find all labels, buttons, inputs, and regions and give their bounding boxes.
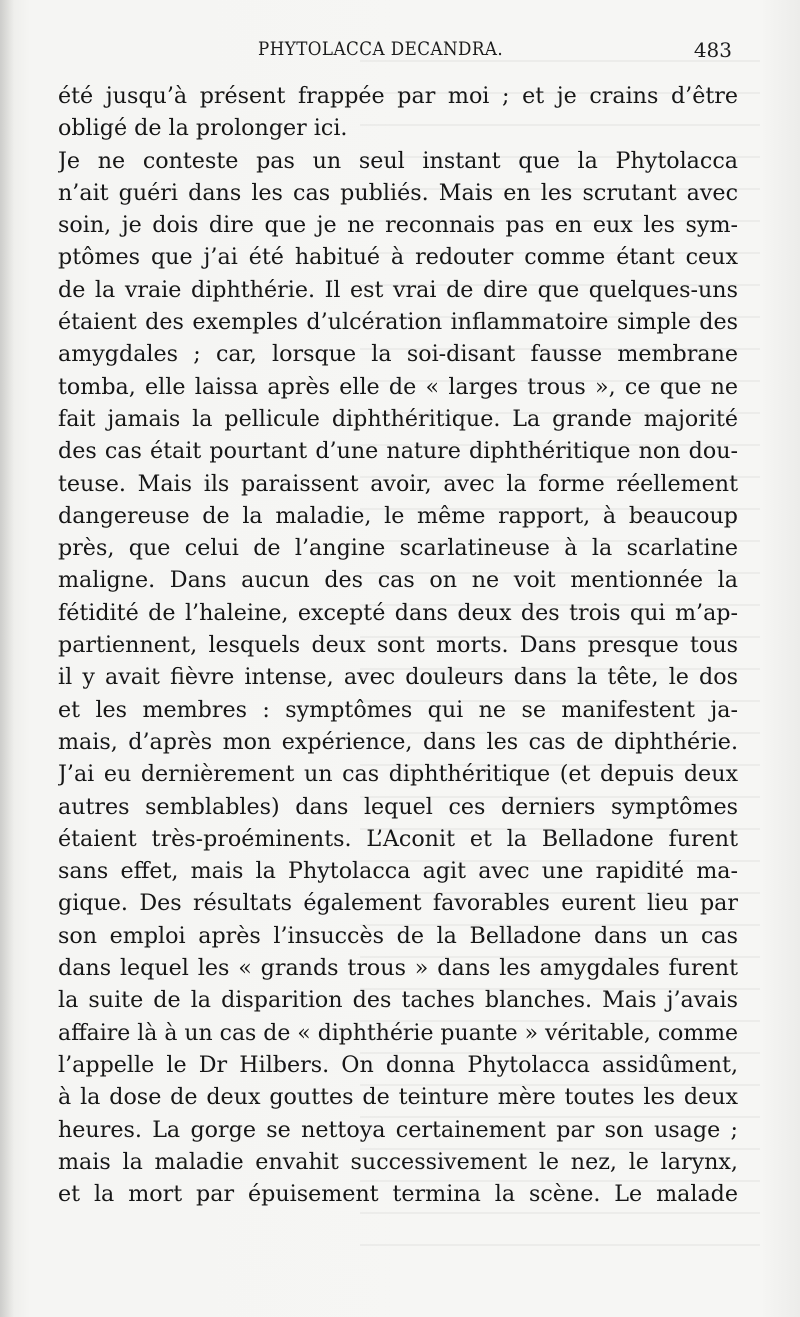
text-line: l’appelle le Dr Hilbers. On donna Phytolacca assidûment,	[58, 1051, 738, 1078]
text-line: fait jamais la pellicule diphthéritique. La grande majorité	[58, 405, 738, 432]
text-line: tomba, elle laissa après elle de « larges trous », ce que ne	[58, 373, 738, 400]
text-line: et la mort par épuisement termina la scène. Le malade	[58, 1181, 738, 1208]
text-line: des cas était pourtant d’une nature diphthéritique non dou-	[58, 438, 738, 465]
text-line: J’ai eu dernièrement un cas diphthéritique (et depuis deux	[58, 761, 738, 788]
text-line: de la vraie diphthérie. Il est vrai de dire que quelques-uns	[58, 276, 738, 303]
text-line: la suite de la disparition des taches blanches. Mais j’avais	[58, 987, 738, 1014]
text-line: heures. La gorge se nettoya certainement par son usage ;	[58, 1116, 738, 1143]
text-line: ptômes que j’ai été habitué à redouter comme étant ceux	[58, 244, 738, 271]
body-text	[58, 80, 738, 1210]
text-line: maligne. Dans aucun des cas on ne voit mentionnée la	[58, 567, 738, 594]
text-line: amygdales ; car, lorsque la soi-disant fausse membrane	[58, 341, 738, 368]
text-line: étaient des exemples d’ulcération inflammatoire simple des	[58, 309, 738, 336]
text-line: dans lequel les « grands trous » dans les amygdales furent	[58, 955, 738, 982]
text-line: obligé de la prolonger ici.	[58, 115, 348, 142]
text-line: fétidité de l’haleine, excepté dans deux des trois qui m’ap-	[58, 599, 738, 626]
text-line: teuse. Mais ils paraissent avoir, avec la forme réellement	[58, 470, 738, 497]
page-number: 483	[693, 38, 732, 62]
text-line: partiennent, lesquels deux sont morts. Dans presque tous	[58, 632, 738, 659]
text-line: étaient très-proéminents. L’Aconit et la Belladone furent	[58, 825, 738, 852]
text-line: gique. Des résultats également favorables eurent lieu par	[58, 890, 738, 917]
text-line: mais la maladie envahit successivement le nez, le larynx,	[58, 1148, 738, 1175]
text-line: affaire là à un cas de « diphthérie puante » véritable, comme	[58, 1019, 739, 1046]
text-line: sans effet, mais la Phytolacca agit avec une rapidité ma-	[58, 858, 738, 885]
text-line: à la dose de deux gouttes de teinture mère toutes les deux	[58, 1084, 738, 1111]
text-line: mais, d’après mon expérience, dans les cas de diphthérie.	[58, 728, 738, 755]
running-head	[0, 30, 800, 70]
text-line: il y avait fièvre intense, avec douleurs dans la tête, le dos	[58, 664, 738, 691]
text-line: autres semblables) dans lequel ces derniers symptômes	[58, 793, 738, 820]
text-line: été jusqu’à présent frappée par moi ; et je crains d’être	[58, 83, 738, 109]
text-line: n’ait guéri dans les cas publiés. Mais en les scrutant avec	[58, 179, 738, 206]
running-title: PHYTOLACCA DECANDRA.	[258, 38, 504, 60]
text-line: Je ne conteste pas un seul instant que la Phytolacca	[58, 147, 738, 174]
text-line: soin, je dois dire que je ne reconnais pas en eux les sym-	[58, 212, 738, 239]
text-line: son emploi après l’insuccès de la Belladone dans un cas	[58, 922, 738, 949]
text-line: et les membres : symptômes qui ne se manifestent ja-	[58, 696, 738, 723]
text-line: près, que celui de l’angine scarlatineuse à la scarlatine	[58, 535, 738, 562]
text-line: dangereuse de la maladie, le même rapport, à beaucoup	[58, 502, 738, 529]
page-gutter-shadow	[0, 0, 14, 1317]
